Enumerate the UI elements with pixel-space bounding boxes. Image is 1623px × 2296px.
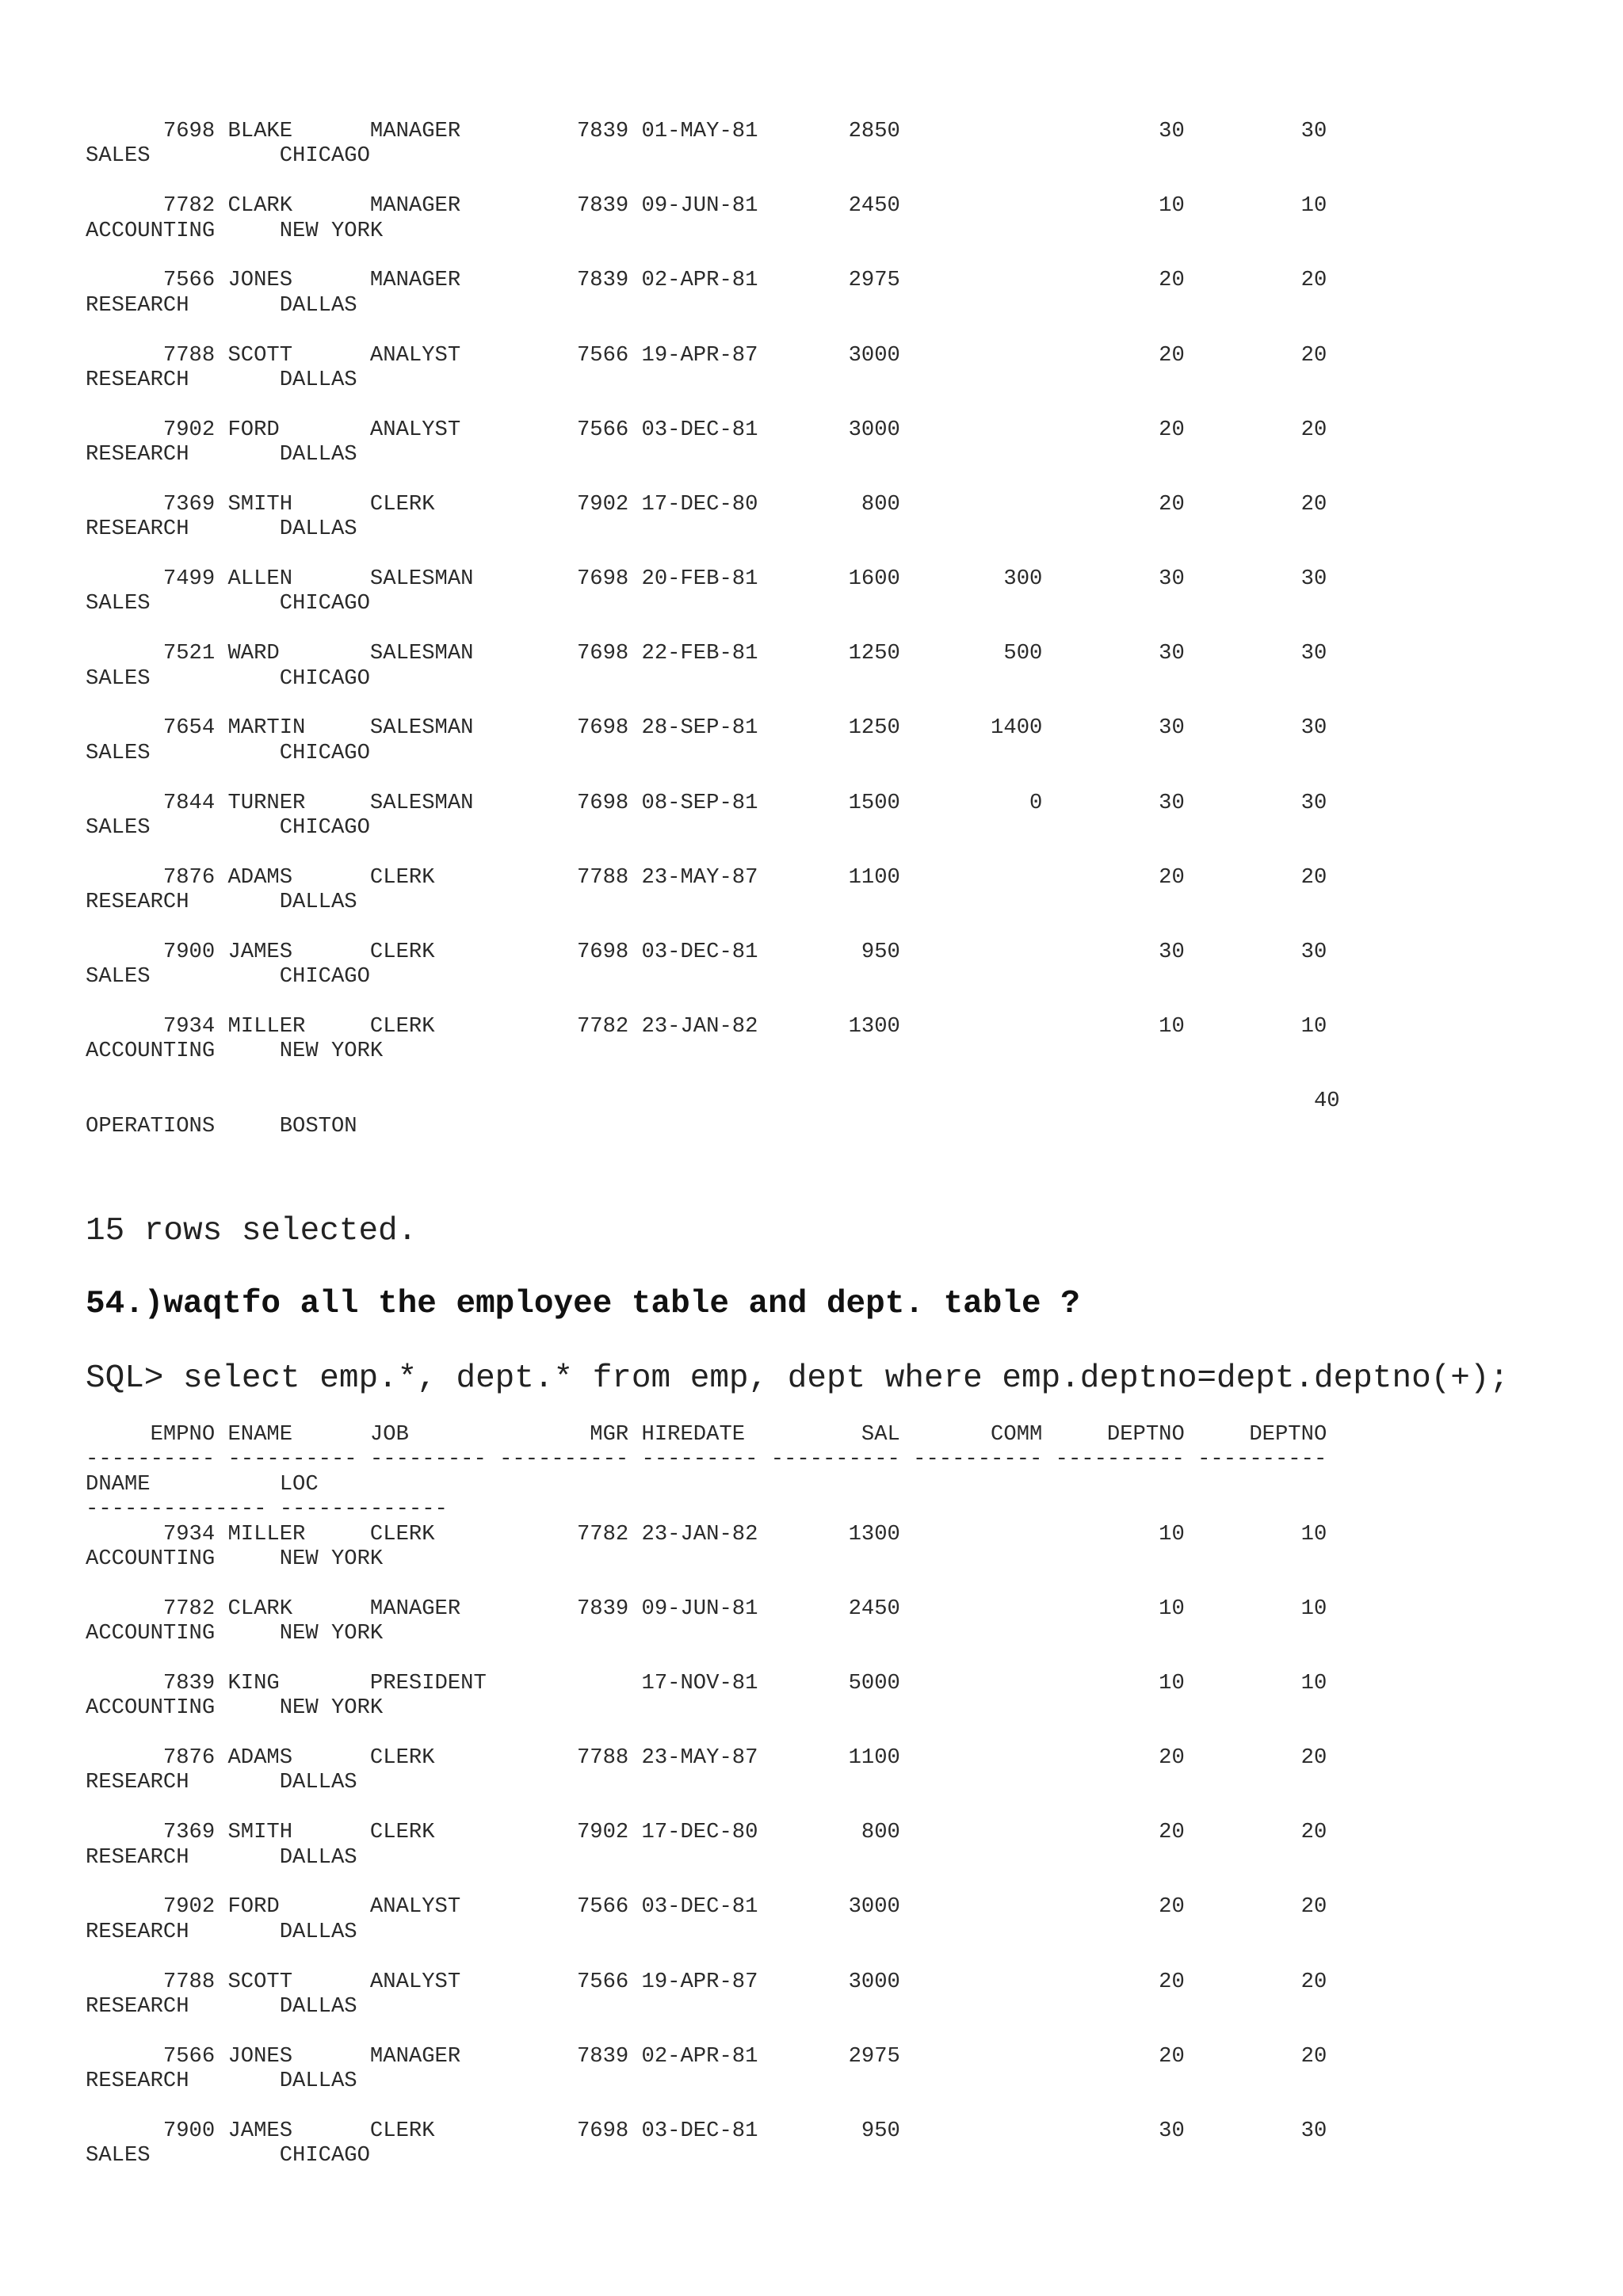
result-b-line: 7788 SCOTT ANALYST 7566 19-APR-87 3000 20 20 <box>86 1969 1327 1994</box>
result-a-line: RESEARCH DALLAS <box>86 367 357 392</box>
result-a-line: 7566 JONES MANAGER 7839 02-APR-81 2975 20 20 <box>86 268 1327 293</box>
result-b-line: 7900 JAMES CLERK 7698 03-DEC-81 950 30 30 <box>86 2118 1327 2143</box>
result-a-line: 7654 MARTIN SALESMAN 7698 28-SEP-81 1250 1400 30 30 <box>86 715 1327 741</box>
result-a-line: SALES CHICAGO <box>86 814 370 840</box>
result-a-line <box>86 915 1340 940</box>
result-a-line: 7499 ALLEN SALESMAN 7698 20-FEB-81 1600 300 30 30 <box>86 566 1327 592</box>
result-b-line: RESEARCH DALLAS <box>86 2069 357 2094</box>
result-a-line: 7788 SCOTT ANALYST 7566 19-APR-87 3000 20 20 <box>86 342 1327 368</box>
result-b-line: RESEARCH DALLAS <box>86 1919 357 1944</box>
result-b-line <box>86 2019 1327 2043</box>
result-b-line: 7934 MILLER CLERK 7782 23-JAN-82 1300 10 10 <box>86 1521 1327 1547</box>
result-b-line: 7839 KING PRESIDENT 17-NOV-81 5000 10 10 <box>86 1670 1327 1695</box>
result-b-line: 7369 SMITH CLERK 7902 17-DEC-80 800 20 20 <box>86 1820 1327 1845</box>
result-a-line: RESEARCH DALLAS <box>86 442 357 467</box>
result-a-line: 7844 TURNER SALESMAN 7698 08-SEP-81 1500 0 30 30 <box>86 790 1327 815</box>
result-a-line: 7782 CLARK MANAGER 7839 09-JUN-81 2450 10 10 <box>86 193 1327 219</box>
result-a-line <box>86 616 1340 641</box>
result-b-line: ACCOUNTING NEW YORK <box>86 1546 384 1571</box>
result-a-line: RESEARCH DALLAS <box>86 517 357 542</box>
result-b-line: 7566 JONES MANAGER 7839 02-APR-81 2975 20 20 <box>86 2043 1327 2069</box>
result-b-line <box>86 1944 1327 1969</box>
result-b-line: -------------- ------------- <box>86 1497 448 1522</box>
result-a-line: 7698 BLAKE MANAGER 7839 01-MAY-81 2850 30 30 <box>86 119 1327 143</box>
result-b-line <box>86 1870 1327 1894</box>
result-b-line: RESEARCH DALLAS <box>86 1844 357 1870</box>
result-b-line <box>86 1646 1327 1671</box>
result-a-line: 7876 ADAMS CLERK 7788 23-MAY-87 1100 20 20 <box>86 864 1327 890</box>
result-b-line: 7876 ADAMS CLERK 7788 23-MAY-87 1100 20 20 <box>86 1745 1327 1771</box>
result-a-line <box>86 318 1340 342</box>
result-b-line: ACCOUNTING NEW YORK <box>86 1621 384 1646</box>
result-b-line: DNAME LOC <box>86 1471 319 1497</box>
result-a-line: 7369 SMITH CLERK 7902 17-DEC-80 800 20 20 <box>86 491 1327 517</box>
result-a-line <box>86 840 1340 864</box>
question-heading: 54.)waqtfo all the employee table and dept. table ? <box>86 1286 1080 1322</box>
result-a-line: RESEARCH DALLAS <box>86 292 357 318</box>
result-a-line: SALES CHICAGO <box>86 964 370 990</box>
result-a-line: SALES CHICAGO <box>86 740 370 765</box>
result-a-line: RESEARCH DALLAS <box>86 890 357 915</box>
result-a-line <box>86 1064 1340 1089</box>
result-a-line <box>86 169 1340 193</box>
result-a-line: SALES CHICAGO <box>86 143 370 169</box>
result-a-line: SALES CHICAGO <box>86 591 370 616</box>
result-a-line: 7902 FORD ANALYST 7566 03-DEC-81 3000 20 20 <box>86 417 1327 442</box>
result-a-line: ACCOUNTING NEW YORK <box>86 218 384 243</box>
result-a-line: 7521 WARD SALESMAN 7698 22-FEB-81 1250 500 30 30 <box>86 641 1327 666</box>
result-b-line: 7902 FORD ANALYST 7566 03-DEC-81 3000 20 20 <box>86 1894 1327 1920</box>
result-b-line <box>86 2094 1327 2119</box>
sql-command: SQL> select emp.*, dept.* from emp, dept where emp.deptno=dept.deptno(+); <box>86 1360 1510 1397</box>
result-a-line: 7934 MILLER CLERK 7782 23-JAN-82 1300 10 10 <box>86 1014 1327 1039</box>
result-b-line: EMPNO ENAME JOB MGR HIREDATE SAL COMM DEPTNO DEPTNO <box>86 1422 1327 1447</box>
rows-selected-message: 15 rows selected. <box>86 1213 418 1249</box>
result-a-line <box>86 392 1340 417</box>
result-a-line: ACCOUNTING NEW YORK <box>86 1039 384 1064</box>
query-result-outer-join <box>86 1422 1327 2168</box>
result-a-line <box>86 243 1340 268</box>
result-b-line: RESEARCH DALLAS <box>86 1993 357 2019</box>
result-a-line: SALES CHICAGO <box>86 666 370 691</box>
result-a-line: OPERATIONS BOSTON <box>86 1113 357 1138</box>
result-b-line: ACCOUNTING NEW YORK <box>86 1695 384 1721</box>
result-b-line: RESEARCH DALLAS <box>86 1770 357 1795</box>
result-a-line: 7900 JAMES CLERK 7698 03-DEC-81 950 30 30 <box>86 939 1327 964</box>
result-a-line <box>86 467 1340 491</box>
result-b-line: 7782 CLARK MANAGER 7839 09-JUN-81 2450 10 10 <box>86 1596 1327 1621</box>
result-b-line <box>86 1795 1327 1820</box>
result-a-line <box>86 691 1340 715</box>
result-b-line: ---------- ---------- --------- ---------- --------- ---------- ---------- ---------- ---------- <box>86 1447 1327 1472</box>
result-b-line <box>86 1721 1327 1745</box>
query-result-continued <box>86 119 1340 1138</box>
result-a-line: 40 <box>86 1089 1340 1114</box>
result-a-line <box>86 765 1340 790</box>
result-b-line <box>86 1571 1327 1596</box>
result-a-line <box>86 990 1340 1014</box>
result-a-line <box>86 542 1340 566</box>
result-b-line: SALES CHICAGO <box>86 2143 370 2168</box>
